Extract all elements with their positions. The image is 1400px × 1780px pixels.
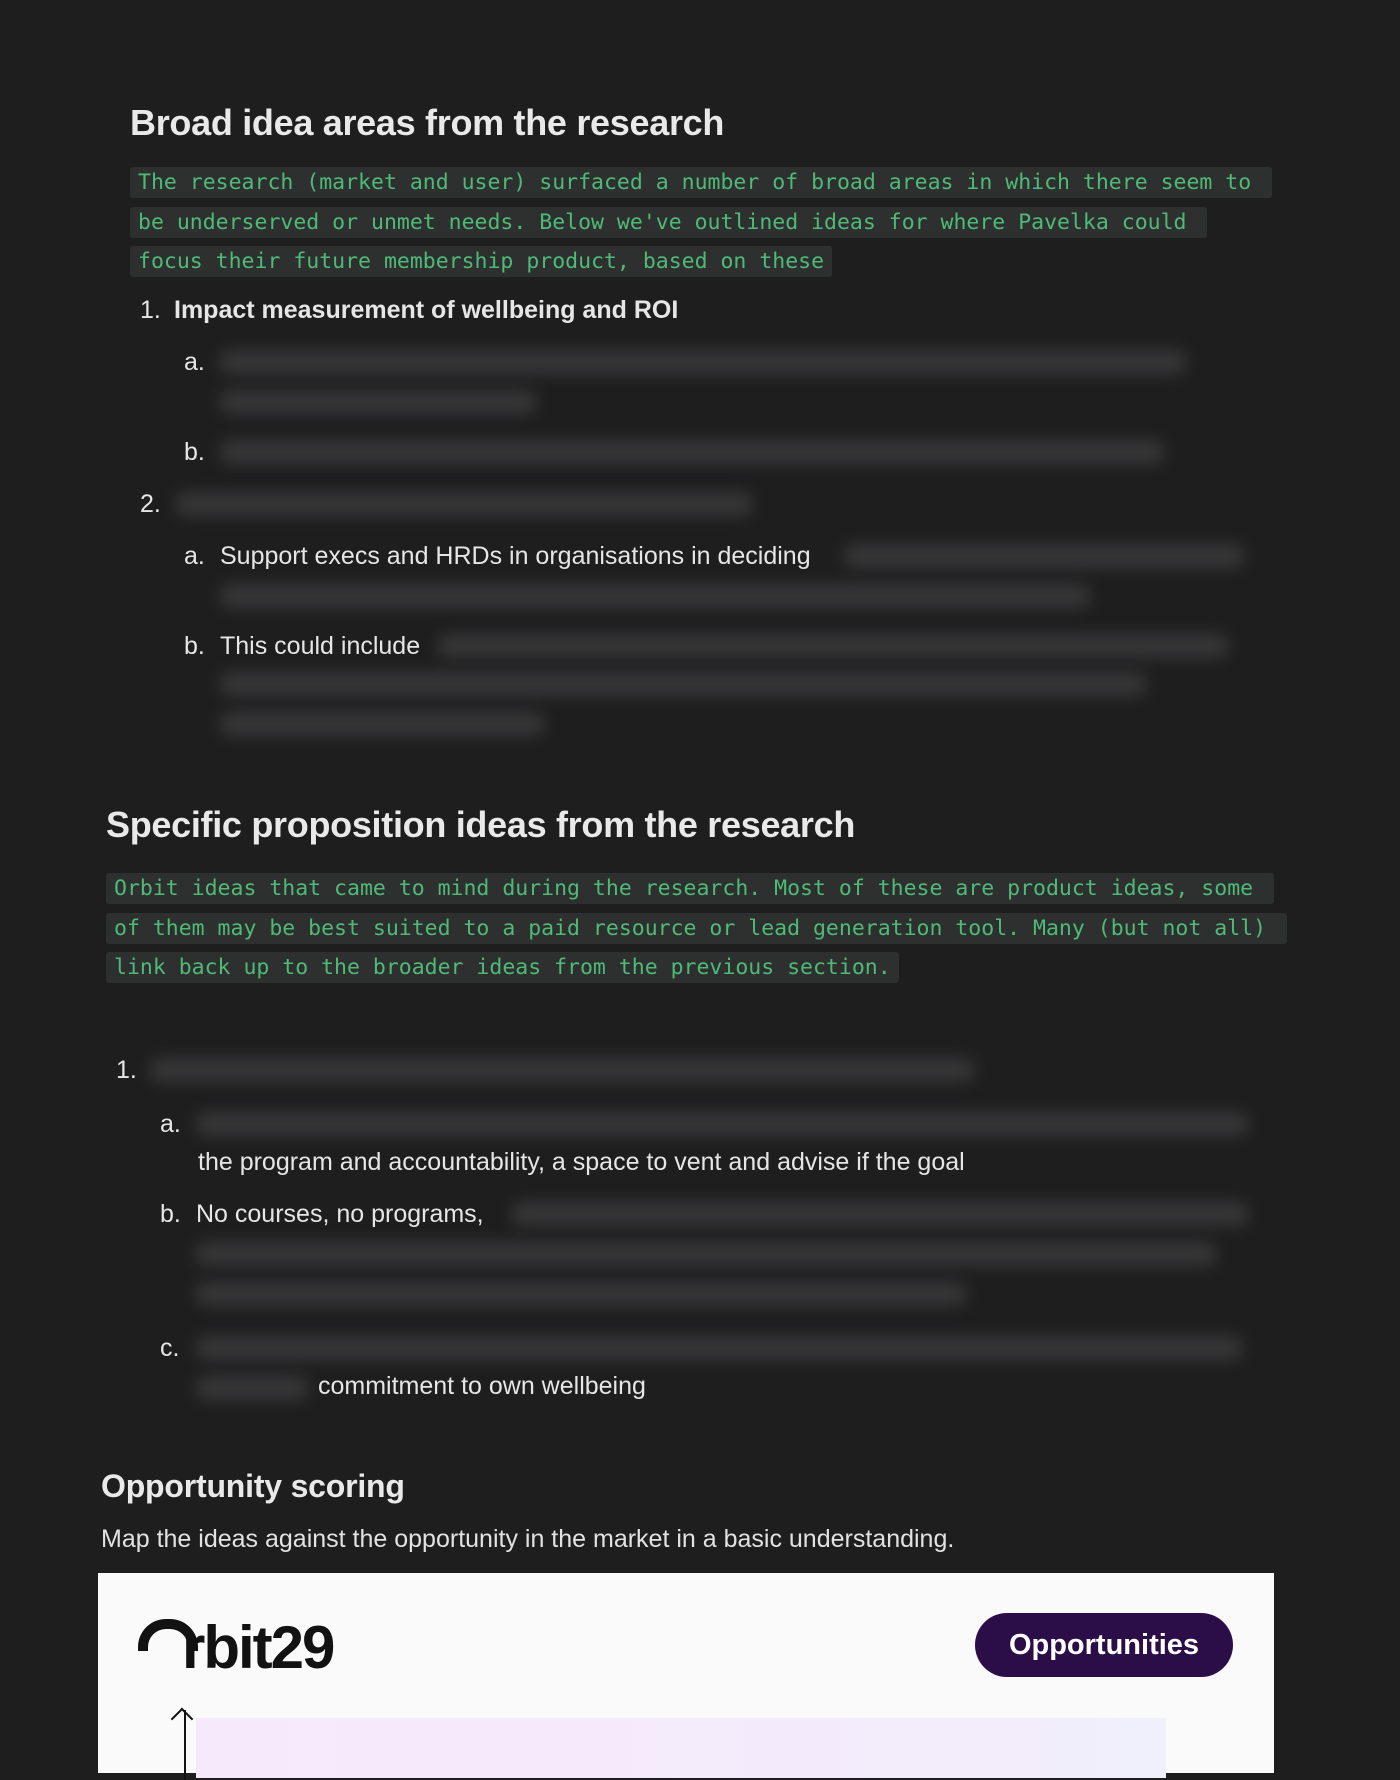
list-subitem-text: This could include: [220, 632, 421, 660]
redacted-text: [220, 350, 1186, 374]
redacted-text: [196, 1112, 1248, 1136]
opportunities-chart-card: [98, 1573, 1274, 1773]
orbit29-logo: [136, 1613, 333, 1682]
list-letter: c.: [160, 1334, 180, 1362]
redacted-text: [196, 1242, 1216, 1266]
list-number: 2.: [140, 490, 161, 518]
list-letter: b.: [184, 632, 205, 660]
research-callout: [130, 163, 1265, 282]
chart-plot-area: [196, 1718, 1166, 1778]
list-subitem: [160, 1200, 484, 1229]
redacted-text: [220, 440, 1164, 464]
list-number: 1.: [116, 1056, 137, 1084]
redacted-text: [438, 634, 1228, 658]
list-subitem-text: No courses, no programs,: [196, 1200, 484, 1228]
list-subitem: [160, 1334, 196, 1363]
redacted-text: [150, 1058, 974, 1082]
redacted-text: [512, 1202, 1248, 1226]
list-subitem: [160, 1110, 196, 1139]
section-heading-opportunity-scoring: Opportunity scoring: [101, 1468, 405, 1504]
section-heading-specific-ideas: Specific proposition ideas from the research: [106, 804, 856, 845]
list-subitem-text: Support execs and HRDs in organisations in deciding: [220, 542, 811, 570]
list-subitem-text: the program and accountability, a space to vent and advise if the goal: [198, 1148, 965, 1176]
opportunities-badge: Opportunities: [975, 1613, 1233, 1677]
list-subitem: [184, 632, 420, 661]
arrow-up-icon: [171, 1708, 194, 1731]
redacted-text: [196, 1376, 308, 1400]
redacted-text: [220, 584, 1090, 608]
redacted-text: [220, 390, 536, 414]
redacted-text: [844, 544, 1244, 568]
redacted-text: [220, 672, 1146, 696]
callout-text: Orbit ideas that came to mind during the research. Most of these are product ideas, some of them may be best suited to a paid resource or lead generation tool. Many (but not all) link back up to the broader ideas from the previous section.: [106, 873, 1287, 983]
logo-text: rbit29: [182, 1614, 334, 1681]
orbit-ideas-callout: [106, 869, 1279, 988]
list-subitem: [184, 348, 220, 377]
redacted-text: [196, 1282, 966, 1306]
redacted-text: [176, 492, 752, 516]
list-subitem: [184, 438, 220, 467]
list-item-1: [140, 296, 678, 325]
list-subitem: [184, 542, 811, 571]
list-item-2: [140, 490, 174, 519]
list-letter: a.: [184, 348, 205, 376]
list-item-1: [116, 1056, 150, 1085]
list-number: 1.: [140, 296, 161, 324]
section-heading-broad-ideas: Broad idea areas from the research: [130, 102, 725, 143]
callout-text: The research (market and user) surfaced a number of broad areas in which there seem to be underserved or unmet needs. Below we've outlined ideas for where Pavelka could focus their future membership product, based on these: [130, 167, 1272, 277]
redacted-text: [220, 712, 544, 736]
list-letter: b.: [184, 438, 205, 466]
redacted-text: [196, 1336, 1242, 1360]
list-letter: b.: [160, 1200, 181, 1228]
list-subitem-text: commitment to own wellbeing: [318, 1372, 646, 1400]
list-letter: a.: [184, 542, 205, 570]
list-letter: a.: [160, 1110, 181, 1138]
section-body-text: Map the ideas against the opportunity in the market in a basic understanding.: [101, 1525, 955, 1553]
list-item-title: Impact measurement of wellbeing and ROI: [174, 296, 679, 324]
